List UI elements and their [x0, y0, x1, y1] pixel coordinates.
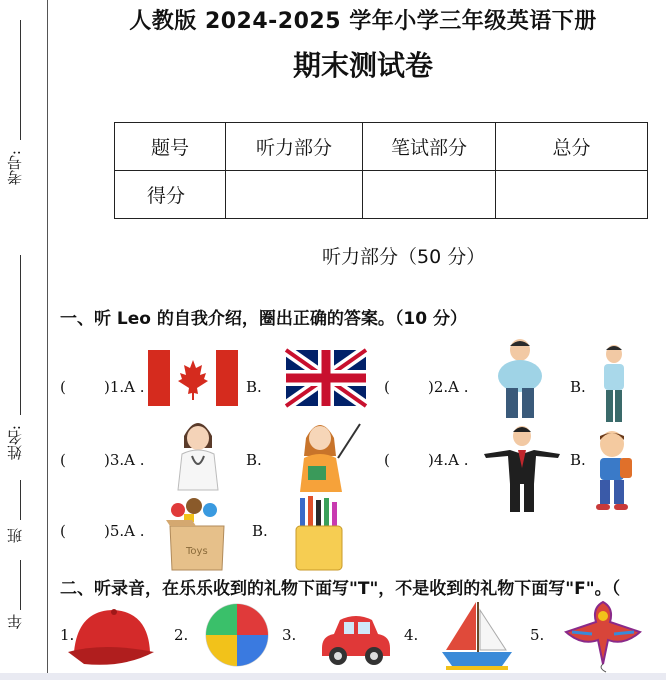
q5-paren[interactable]: ( — [60, 522, 66, 540]
exam-number-label: 考号: — [6, 150, 24, 186]
table-header-writing: 笔试部分 — [363, 123, 496, 171]
doctor-icon — [172, 416, 224, 490]
gift2-label: 2. — [174, 626, 189, 644]
grade-label: 年 — [6, 614, 24, 629]
part2-heading: 二、听录音，在乐乐收到的礼物下面写"T"，不是收到的礼物下面写"F"。（ — [60, 579, 621, 599]
q5-b-label: B. — [252, 522, 268, 540]
fat-man-icon — [494, 338, 546, 420]
q5-label: )5.A . — [104, 522, 145, 540]
ball-icon — [204, 602, 270, 668]
businessman-icon — [484, 424, 560, 512]
q4-label: )4.A . — [428, 451, 469, 469]
score-table — [114, 122, 648, 219]
table-header-listening: 听力部分 — [226, 123, 363, 171]
q3-label: )3.A . — [104, 451, 145, 469]
gift5-label: 5. — [530, 626, 545, 644]
q4-paren[interactable]: ( — [384, 451, 390, 469]
boat-icon — [440, 600, 514, 670]
q4-b-label: B. — [570, 451, 586, 469]
svg-text:Toys: Toys — [186, 546, 208, 557]
q2-label: )2.A . — [428, 378, 469, 396]
q1-label: )1.A . — [104, 378, 145, 396]
toy-box-icon — [166, 496, 228, 570]
car-icon — [318, 612, 394, 666]
q1-paren[interactable]: ( — [60, 378, 66, 396]
score-table-score-row — [115, 171, 648, 219]
gift4-label: 4. — [404, 626, 419, 644]
q3-paren[interactable]: ( — [60, 451, 66, 469]
page-bottom-bar — [0, 673, 666, 680]
score-cell-total[interactable] — [496, 171, 648, 219]
canada-flag-icon — [148, 350, 238, 406]
table-header-total: 总分 — [496, 123, 648, 171]
name-label: 姓名: — [6, 425, 24, 461]
q2-paren[interactable]: ( — [384, 378, 390, 396]
cap-icon — [64, 606, 156, 668]
exam-title: 人教版 2024-2025 学年小学三年级英语下册 — [129, 9, 597, 34]
gift1-label: 1. — [60, 626, 75, 644]
score-cell-listening[interactable] — [226, 171, 363, 219]
name-line — [20, 255, 21, 415]
class-line — [20, 480, 21, 520]
score-cell-writing[interactable] — [363, 171, 496, 219]
exam-subtitle: 期末测试卷 — [292, 49, 433, 82]
score-table-header-row — [115, 123, 648, 171]
table-header-tihao: 题号 — [115, 123, 226, 171]
gift3-label: 3. — [282, 626, 297, 644]
pencil-cup-icon — [290, 496, 346, 570]
student-boy-icon — [592, 430, 636, 510]
binding-line — [47, 0, 48, 680]
thin-man-icon — [596, 344, 632, 424]
q3-b-label: B. — [246, 451, 262, 469]
q2-b-label: B. — [570, 378, 586, 396]
table-row-score-label: 得分 — [115, 171, 226, 219]
teacher-icon — [294, 416, 364, 492]
class-label: 班 — [6, 528, 24, 543]
part1-heading: 一、听 Leo 的自我介绍，圈出正确的答案。（10 分） — [60, 309, 467, 329]
listening-section-title: 听力部分（50 分） — [322, 246, 486, 268]
kite-icon — [562, 598, 644, 672]
uk-flag-icon — [286, 350, 366, 406]
grade-line — [20, 560, 21, 610]
q1-b-label: B. — [246, 378, 262, 396]
